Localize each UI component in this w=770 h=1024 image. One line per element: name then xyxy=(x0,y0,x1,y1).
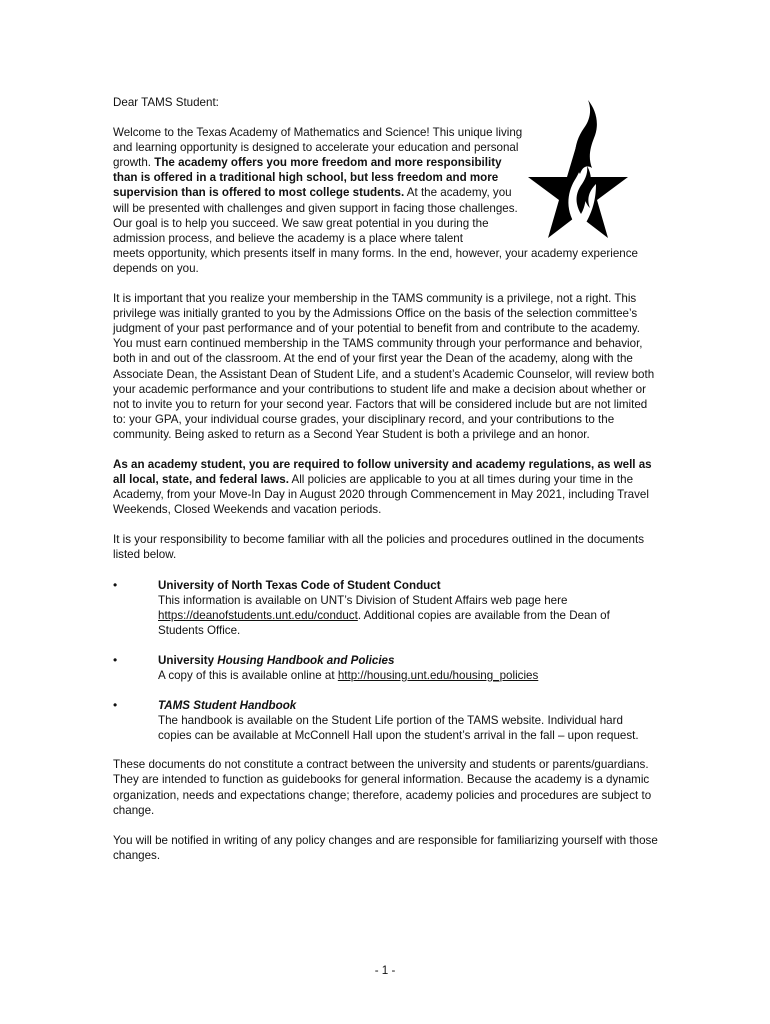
list-item xyxy=(113,698,658,743)
welcome-tail-narrow: At the academy, you will be presented with challenges and given support in facing those challenges. Our goal is to help you succeed. We saw great potential in you during the admission process, and believe the academy is a place where talent xyxy=(113,186,518,245)
bullet: • xyxy=(113,652,118,667)
documents-list xyxy=(113,578,658,744)
document-description: This information is available on UNT’s Division of Student Affairs web page here https://deanofstudents.unt.edu/conduct. Additional copies are available from the Dean of Students Office. xyxy=(158,593,610,637)
bullet: • xyxy=(113,698,118,713)
membership-paragraph: It is important that you realize your membership in the TAMS community is a privilege, not a right. This privilege was initially granted to you by the Admissions Office on the basis of the selection committee’s judgment of your past performance and of your potential to benefit from and contribute to the academy. You must earn continued membership in the TAMS community through your performance and behavior, both in and out of the classroom. At the end of your first year the Dean of the academy, along with the Associate Dean, the Assistant Dean of Student Life, and a student’s Academic Counselor, will review both your academic performance and your contributions to student life and make a decision about whether or not to invite you to return for your second year. Factors that will be considered include but are not limited to: your GPA, your individual course grades, your disciplinary record, and your contributions to the community. Being asked to return as a Second Year Student is both a privilege and an honor. xyxy=(113,292,655,441)
document-description: The handbook is available on the Student Life portion of the TAMS website. Individual hard copies can be available at McConnell Hall upon the student’s arrival in the fall – upon request. xyxy=(158,714,639,743)
list-item xyxy=(113,578,658,638)
notified-paragraph: You will be notified in writing of any policy changes and are responsible for familiarizing yourself with those changes. xyxy=(113,833,658,862)
letter-body xyxy=(113,95,658,878)
list-item xyxy=(113,653,658,683)
salutation: Dear TAMS Student: xyxy=(113,96,219,109)
document-description: A copy of this is available online at http://housing.unt.edu/housing_policies xyxy=(158,669,539,682)
housing-policies-link[interactable]: http://housing.unt.edu/housing_policies xyxy=(337,669,539,682)
regulations-rest: All policies are applicable to you at all times during your time in the Academy, from your Move-In Day in August 2020 through Commencement in May 2021, including Travel Weekends, Closed Weekends and vacation periods. xyxy=(113,473,649,517)
regulations-bold: As an academy student, you are required to follow university and academy regulations, as well as all local, state, and federal laws. xyxy=(113,457,652,487)
welcome-paragraph xyxy=(113,125,658,276)
bullet: • xyxy=(113,577,118,592)
document-title: University Housing Handbook and Policies xyxy=(158,653,395,667)
welcome-bold: The academy offers you more freedom and more responsibility than is offered in a traditional high school, but less freedom and more supervision than is offered to most college students. xyxy=(113,156,502,200)
document-title: University of North Texas Code of Student Conduct xyxy=(158,578,441,592)
responsibility-paragraph: It is your responsibility to become familiar with all the policies and procedures outlined in the documents listed below. xyxy=(113,533,645,562)
page-number: - 1 - xyxy=(374,964,396,977)
document-title: TAMS Student Handbook xyxy=(158,699,297,713)
contract-paragraph: These documents do not constitute a contract between the university and students or parents/guardians. They are intended to function as guidebooks for general information. Because the academy is a dynamic organization, needs and expectations change; therefore, academy policies and procedures are subject to change. xyxy=(113,758,652,817)
conduct-link[interactable]: https://deanofstudents.unt.edu/conduct xyxy=(158,608,358,622)
welcome-lead: Welcome to the Texas Academy of Mathematics and Science! This unique living and learning opportunity is designed to accelerate your education and personal growth. xyxy=(113,126,523,170)
welcome-tail-wide: meets opportunity, which presents itself in many forms. In the end, however, your academy experience depends on you. xyxy=(113,246,638,275)
regulations-paragraph xyxy=(113,457,658,517)
